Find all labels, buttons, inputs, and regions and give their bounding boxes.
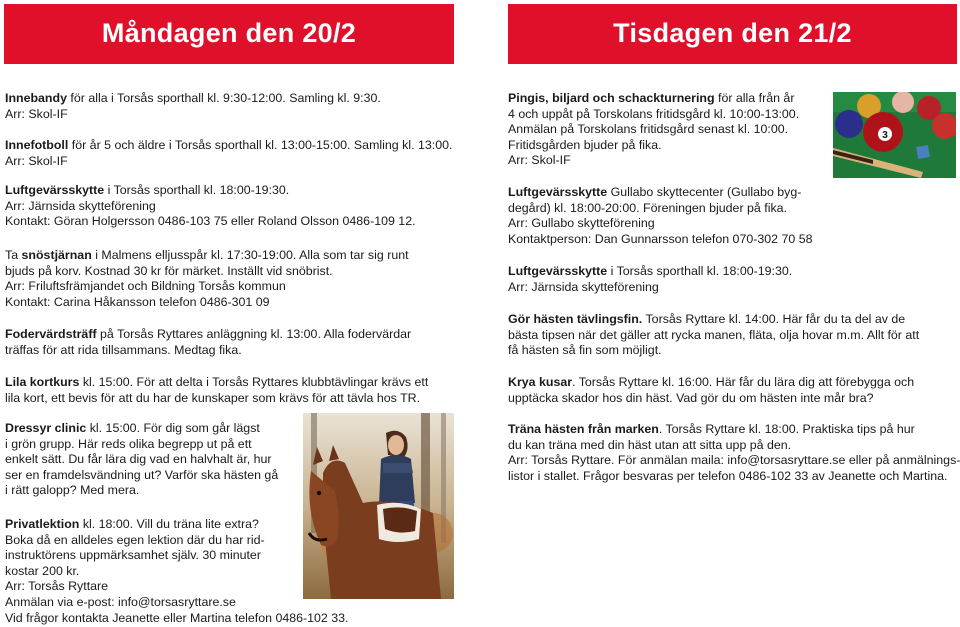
event-arr: Arr: Skol-IF <box>508 153 571 168</box>
horse-rider-photo <box>303 413 454 599</box>
event-text: i Torsås sporthall kl. 18:00-19:30. <box>104 183 290 197</box>
event-arr: Arr: Skol-IF <box>5 106 68 121</box>
event-text-line: träffas för att rida tillsammans. Medtag fika. <box>5 342 242 357</box>
event-name: Innebandy <box>5 91 67 105</box>
event-name: Dressyr clinic <box>5 421 87 435</box>
event-text-line: i rätt galopp? Med mera. <box>5 483 140 498</box>
event-arr: Arr: Friluftsfrämjandet och Bildning Torsås kommun <box>5 279 286 294</box>
event-text: för alla från år <box>714 91 795 105</box>
event-pingis-biljard-schack <box>508 91 799 169</box>
horse-rider-illustration <box>303 413 454 599</box>
event-text: för alla i Torsås sporthall kl. 9:30-12:00. Samling kl. 9:30. <box>66 91 381 105</box>
event-name: Luftgevärsskytte <box>508 264 608 278</box>
event-lila-kortkurs <box>5 375 428 406</box>
event-text: på Torsås Ryttares anläggning kl. 13:00. Alla fodervärdar <box>96 327 412 341</box>
event-text-line: 4 och uppåt på Torskolans fritidsgård kl. 10:00-13:00. <box>508 106 800 121</box>
event-name: snöstjärnan <box>21 248 92 262</box>
event-text-line: bästa tipsen när det gäller att rycka manen, fläta, olja hovar m.m. Allt för att <box>508 327 920 342</box>
event-contact: listor i stallet. Frågor besvaras per telefon 0486-102 33 av Jeanette och Martina. <box>508 468 948 483</box>
event-tavlingsfin <box>508 312 919 359</box>
event-text-line: få hästen så fin som möjligt. <box>508 343 662 358</box>
event-text-line: lila kort, ett bevis för att du har de kunskaper som krävs för att tävla hos TR. <box>5 390 421 405</box>
event-contact: Vid frågor kontakta Jeanette eller Martina telefon 0486-102 33. <box>5 610 349 625</box>
event-innebandy <box>5 91 381 122</box>
event-contact: Kontakt: Göran Holgersson 0486-103 75 eller Roland Olsson 0486-109 12. <box>5 214 416 229</box>
event-contact-email: Anmälan via e-post: info@torsasryttare.se <box>5 594 236 609</box>
billiard-photo <box>833 92 956 178</box>
billiard-balls-illustration <box>833 92 956 178</box>
event-text-line: du kan träna med din häst utan att sitta upp på den. <box>508 437 792 452</box>
event-arr: Arr: Torsås Ryttare <box>5 579 109 594</box>
event-text-line: ser en framdelsvändning ut? Varför ska hästen gå <box>5 467 279 482</box>
tuesday-header <box>508 4 957 64</box>
event-text: . Torsås Ryttare kl. 16:00. Här får du lära dig att förebygga och <box>572 375 915 389</box>
event-text: Gullabo skyttecenter (Gullabo byg- <box>607 185 802 199</box>
event-text: Torsås Ryttare kl. 14:00. Här får du ta del av de <box>642 312 906 326</box>
event-text-line: bjuds på korv. Kostnad 30 kr för märket. Inställt vid snöbrist. <box>5 263 333 278</box>
event-text-line: Boka då en alldeles egen lektion där du har rid- <box>5 532 265 547</box>
event-krya-kusar <box>508 375 914 406</box>
event-luftgevarsskytte-monday <box>5 183 416 230</box>
monday-title: Måndagen den 20/2 <box>101 18 357 49</box>
event-arr: Arr: Järnsida skytteförening <box>5 198 156 213</box>
event-name: Fodervärdsträff <box>5 327 97 341</box>
event-snostjarnan <box>5 248 409 310</box>
event-text: kl. 15:00. För dig som går lägst <box>86 421 260 435</box>
event-contact-email: Arr: Torsås Ryttare. För anmälan maila: info@torsasryttare.se eller på anmälnings- <box>508 453 960 468</box>
event-name: Luftgevärsskytte <box>5 183 105 197</box>
event-privatlektion <box>5 517 349 626</box>
event-innefotboll <box>5 138 452 169</box>
event-text-line: kostar 200 kr. <box>5 563 80 578</box>
event-text: kl. 18:00. Vill du träna lite extra? <box>79 517 259 531</box>
event-contact: Kontaktperson: Dan Gunnarsson telefon 070-302 70 58 <box>508 231 813 246</box>
event-name: Gör hästen tävlingsfin. <box>508 312 643 326</box>
event-name: Pingis, biljard och schackturnering <box>508 91 715 105</box>
event-name: Luftgevärsskytte <box>508 185 608 199</box>
event-text-line: enkelt sätt. Du får lära dig vad en halvhalt är, hur <box>5 452 272 467</box>
event-name: Krya kusar <box>508 375 573 389</box>
monday-header <box>4 4 454 64</box>
event-fodervardstraff <box>5 327 411 358</box>
event-text: för år 5 och äldre i Torsås sporthall kl. 13:00-15:00. Samling kl. 13:00. <box>68 138 453 152</box>
event-text: i Malmens elljusspår kl. 17:30-19:00. Alla som tar sig runt <box>91 248 409 262</box>
event-name: Träna hästen från marken <box>508 422 659 436</box>
event-text-line: Anmälan på Torskolans fritidsgård senast kl. 10:00. <box>508 122 789 137</box>
event-contact: Kontakt: Carina Håkansson telefon 0486-301 09 <box>5 294 270 309</box>
event-dressyr-clinic <box>5 421 278 499</box>
event-text: kl. 15:00. För att delta i Torsås Ryttares klubbtävlingar krävs ett <box>79 375 429 389</box>
event-text-line: i grön grupp. Här reds olika begrepp ut på ett <box>5 436 252 451</box>
event-name: Lila kortkurs <box>5 375 80 389</box>
ball-number: 3 <box>882 130 888 141</box>
event-arr: Arr: Järnsida skytteförening <box>508 279 659 294</box>
event-text: . Torsås Ryttare kl. 18:00. Praktiska tips på hur <box>658 422 915 436</box>
event-text: i Torsås sporthall kl. 18:00-19:30. <box>607 264 793 278</box>
event-text-line: Fritidsgården bjuder på fika. <box>508 137 662 152</box>
event-name: Privatlektion <box>5 517 80 531</box>
event-arr: Arr: Gullabo skytteförening <box>508 216 655 231</box>
event-luftgevarsskytte-tuesday <box>508 264 792 295</box>
tuesday-title: Tisdagen den 21/2 <box>613 18 852 49</box>
event-name: Innefotboll <box>5 138 69 152</box>
event-luftgevarsskytte-gullabo <box>508 185 812 247</box>
event-text-line: instruktörens uppmärksamhet själv. 30 minuter <box>5 548 261 563</box>
event-arr: Arr: Skol-IF <box>5 153 68 168</box>
event-trana-fran-marken <box>508 422 960 484</box>
event-text-line: degård) kl. 18:00-20:00. Föreningen bjuder på fika. <box>508 200 787 215</box>
event-text-line: upptäcka skador hos din häst. Vad gör du om hästen inte mår bra? <box>508 390 874 405</box>
event-text-pre: Ta <box>5 248 22 262</box>
